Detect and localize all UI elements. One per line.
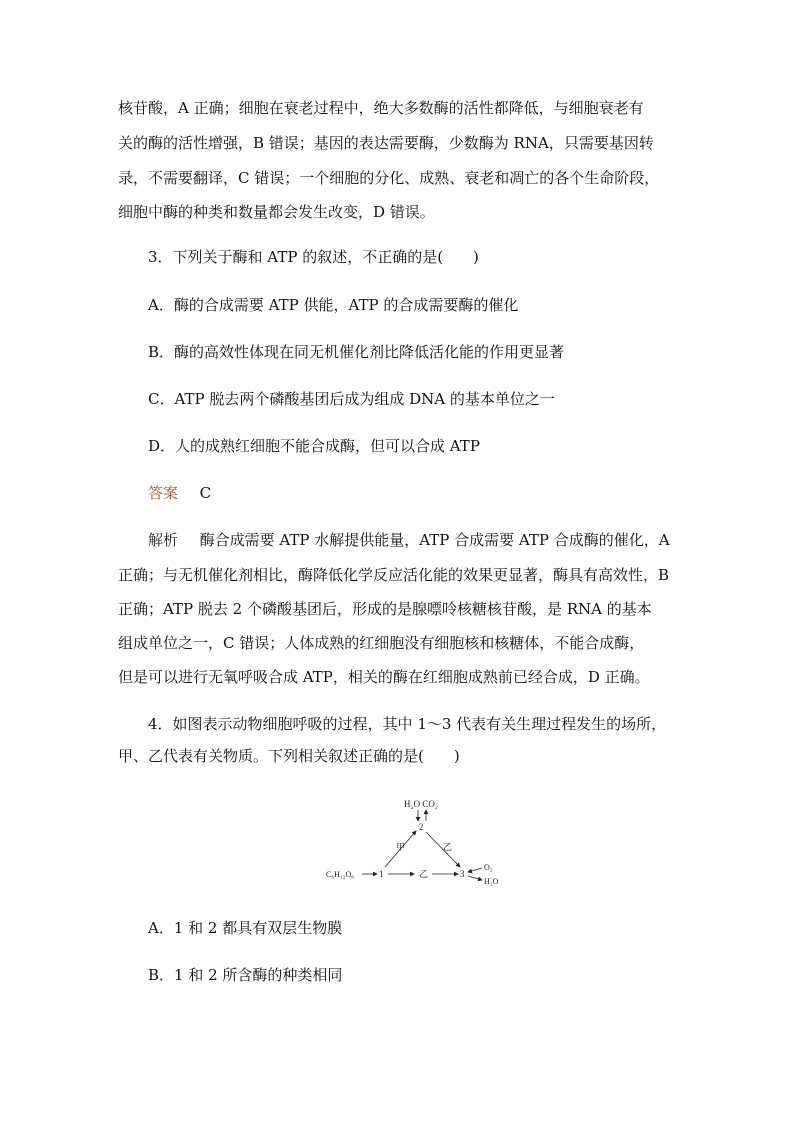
o2-label: O₂ bbox=[484, 863, 493, 872]
q3-answer bbox=[148, 483, 211, 503]
q3-stem: 3．下列关于酶和 ATP 的叙述，不正确的是( ) bbox=[148, 248, 479, 266]
answer-label: 答案 bbox=[148, 484, 179, 502]
answer-value: C bbox=[199, 484, 212, 502]
top-products-label: H₂O CO₂ bbox=[404, 799, 439, 809]
label-yi-right: 乙 bbox=[443, 842, 453, 852]
q3-option-d: D．人的成熟红细胞不能合成酶，但可以合成 ATP bbox=[148, 437, 480, 455]
respiration-diagram bbox=[322, 795, 512, 890]
prev-analysis-line-2: 关的酶的活性增强，B 错误；基因的表达需要酶，少数酶为 RNA，只需要基因转 bbox=[118, 134, 654, 152]
q3-option-a: A．酶的合成需要 ATP 供能，ATP 的合成需要酶的催化 bbox=[148, 296, 519, 314]
node-3: 3 bbox=[460, 869, 465, 879]
substrate-glucose: C₆H₁₂O₆ bbox=[326, 870, 355, 879]
q3-analysis-line-1 bbox=[148, 530, 670, 550]
prev-analysis-line-3: 录，不需要翻译，C 错误；一个细胞的分化、成熟、衰老和凋亡的各个生命阶段， bbox=[118, 169, 660, 187]
h2o-label: H₂O bbox=[484, 877, 499, 886]
label-jia: 甲 bbox=[396, 842, 406, 852]
analysis-label: 解析 bbox=[148, 531, 179, 549]
q3-option-c: C．ATP 脱去两个磷酸基团后成为组成 DNA 的基本单位之一 bbox=[148, 390, 555, 408]
q4-stem-line-1: 4．如图表示动物细胞呼吸的过程，其中 1～3 代表有关生理过程发生的场所， bbox=[148, 715, 667, 733]
q3-analysis-line-3: 正确；ATP 脱去 2 个磷酸基团后，形成的是腺嘌呤核糖核苷酸，是 RNA 的基本 bbox=[118, 600, 652, 618]
q3-analysis-line-4: 组成单位之一，C 错误；人体成熟的红细胞没有细胞核和核糖体，不能合成酶， bbox=[118, 634, 645, 652]
o2-in-arrow bbox=[468, 868, 482, 872]
q3-analysis-line-2: 正确；与无机催化剂相比，酶降低化学反应活化能的效果更显著，酶具有高效性，B bbox=[118, 566, 670, 584]
prev-analysis-line-1: 核苷酸，A 正确；细胞在衰老过程中，绝大多数酶的活性都降低，与细胞衰老有 bbox=[118, 99, 644, 117]
q4-option-b: B．1 和 2 所含酶的种类相同 bbox=[148, 966, 343, 984]
node-1: 1 bbox=[379, 869, 384, 879]
q4-option-a: A．1 和 2 都具有双层生物膜 bbox=[148, 919, 343, 937]
analysis-text: 酶合成需要 ATP 水解提供能量，ATP 合成需要 ATP 合成酶的催化，A bbox=[199, 531, 670, 549]
label-yi-bottom: 乙 bbox=[419, 869, 429, 879]
q4-stem-line-2: 甲、乙代表有关物质。下列相关叙述正确的是( ) bbox=[118, 747, 460, 765]
node-2: 2 bbox=[419, 822, 424, 832]
prev-analysis-line-4: 细胞中酶的种类和数量都会发生改变，D 错误。 bbox=[118, 203, 435, 221]
h2o-out-arrow bbox=[468, 876, 482, 880]
q3-option-b: B．酶的高效性体现在同无机催化剂比降低活化能的作用更显著 bbox=[148, 343, 565, 361]
q3-analysis-line-5: 但是可以进行无氧呼吸合成 ATP，相关的酶在红细胞成熟前已经合成，D 正确。 bbox=[118, 668, 650, 686]
